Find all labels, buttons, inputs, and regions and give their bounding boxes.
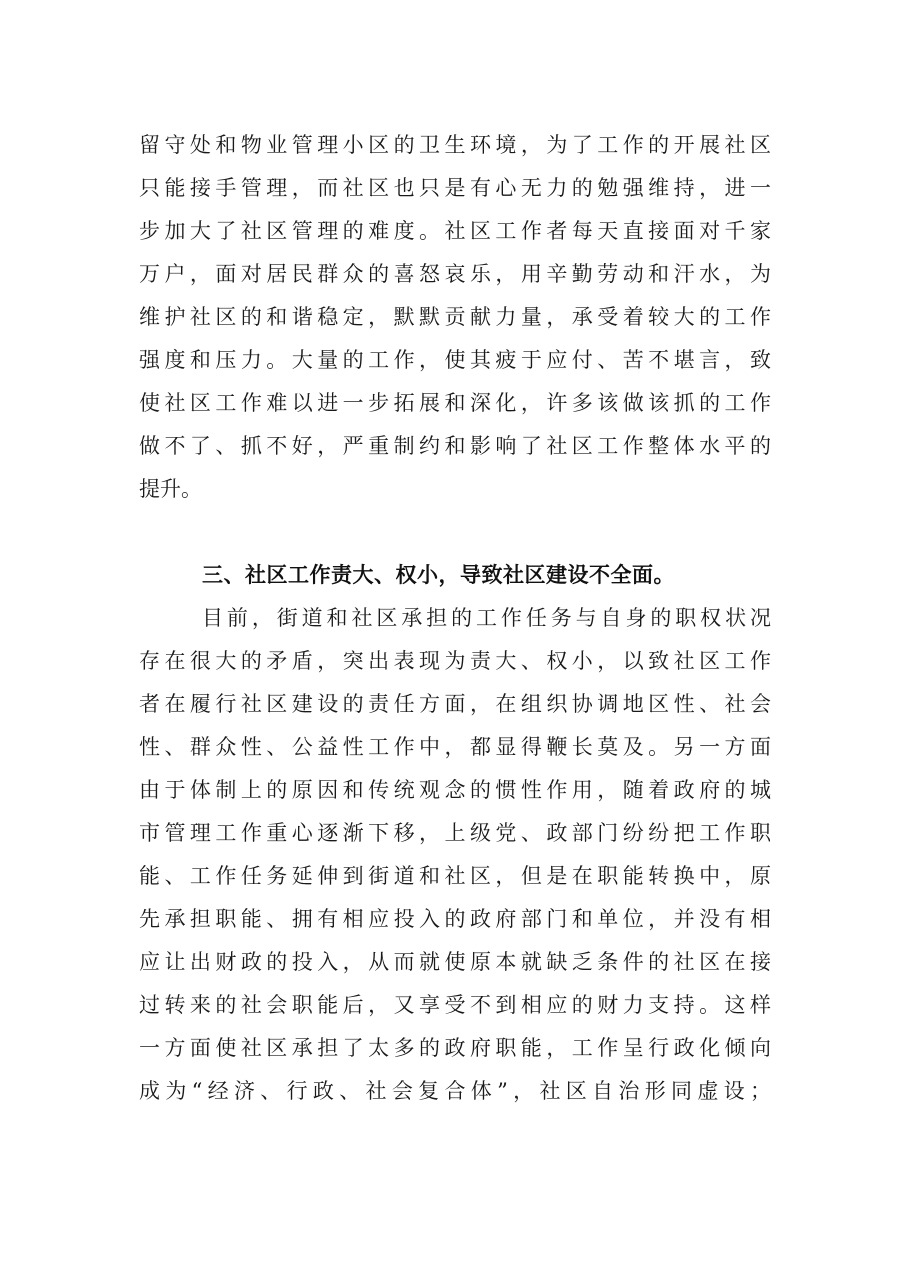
text-line: 做不了、抓不好，严重制约和影响了社区工作整体水平的: [139, 434, 771, 458]
text-line: 一方面使社区承担了太多的政府职能，工作呈行政化倾向: [139, 1036, 771, 1060]
text-line: 由于体制上的原因和传统观念的惯性作用，随着政府的城: [139, 778, 771, 802]
text-line: 市管理工作重心逐渐下移，上级党、政部门纷纷把工作职: [139, 821, 771, 845]
text-line: 性、群众性、公益性工作中，都显得鞭长莫及。另一方面: [139, 735, 771, 759]
text-line: 万户，面对居民群众的喜怒哀乐，用辛勤劳动和汗水，为: [139, 262, 771, 286]
text-line: 步加大了社区管理的难度。社区工作者每天直接面对千家: [139, 219, 771, 243]
text-line: 目前，街道和社区承担的工作任务与自身的职权状况: [202, 606, 771, 630]
text-line: 者在履行社区建设的责任方面，在组织协调地区性、社会: [139, 692, 771, 716]
text-line: 应让出财政的投入，从而就使原本就缺乏条件的社区在接: [139, 950, 771, 974]
text-line: 提升。: [139, 477, 202, 501]
text-line: 过转来的社会职能后，又享受不到相应的财力支持。这样: [139, 993, 771, 1017]
text-line: 先承担职能、拥有相应投入的政府部门和单位，并没有相: [139, 907, 771, 931]
text-line: 成为“经济、行政、社会复合体”，社区自治形同虚设；: [139, 1079, 771, 1103]
text-line: 只能接手管理，而社区也只是有心无力的勉强维持，进一: [139, 176, 771, 200]
text-line: 强度和压力。大量的工作，使其疲于应付、苦不堪言，致: [139, 348, 771, 372]
text-line: 存在很大的矛盾，突出表现为责大、权小，以致社区工作: [139, 649, 771, 673]
text-line: 能、工作任务延伸到街道和社区，但是在职能转换中，原: [139, 864, 771, 888]
text-line: 使社区工作难以进一步拓展和深化，许多该做该抓的工作: [139, 391, 771, 415]
section-heading: 三、社区工作责大、权小，导致社区建设不全面。: [202, 563, 675, 587]
text-line: 留守处和物业管理小区的卫生环境，为了工作的开展社区: [139, 133, 771, 157]
text-line: 维护社区的和谐稳定，默默贡献力量，承受着较大的工作: [139, 305, 771, 329]
